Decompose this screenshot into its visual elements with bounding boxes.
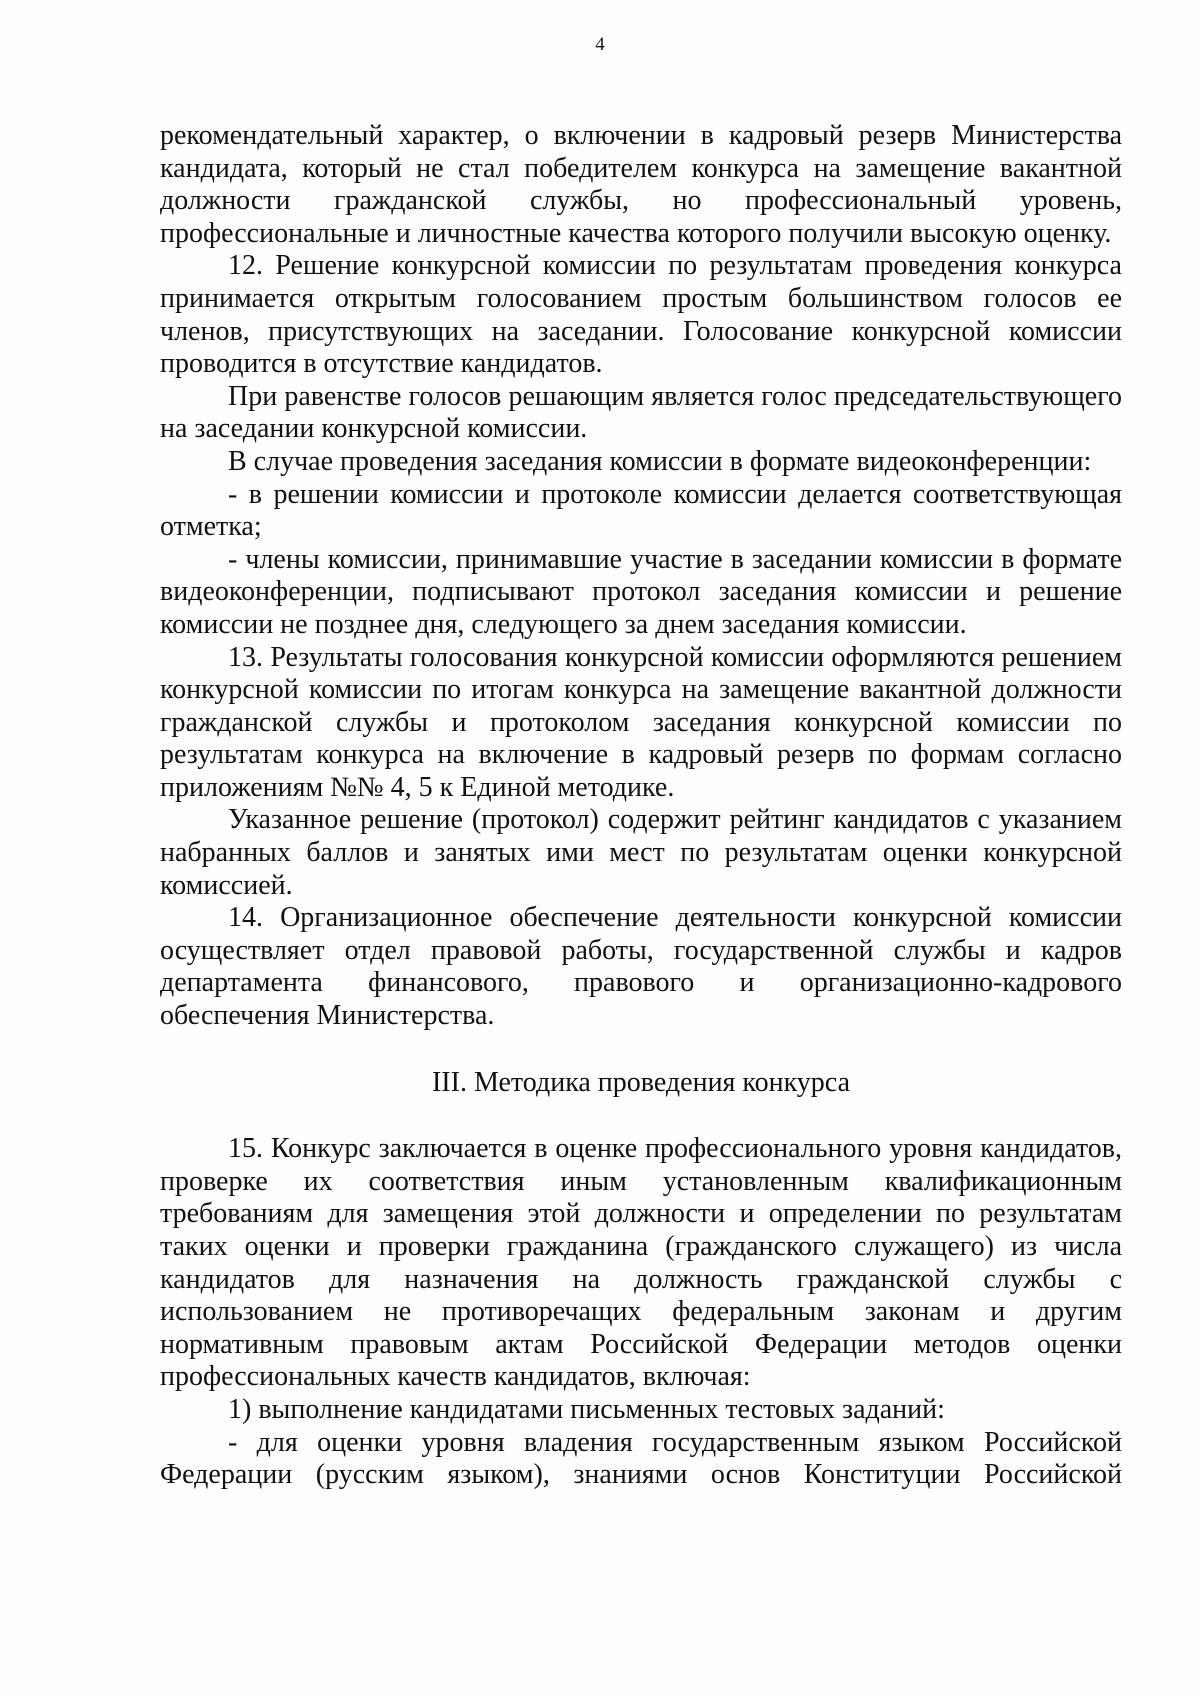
paragraph-15: 15. Конкурс заключается в оценке профессионального уровня кандидатов, проверке их соответствия иным установленным квалификационным требованиям для замещения этой должности и определении по результатам таких оценки и проверки гражданина (гражданского служащего) из числа кандидатов для назначения на должность гражданской службы с использованием не противоречащих федеральным законам и другим нормативным правовым актам Российской Федерации методов оценки профессиональных качеств кандидатов, включая: <box>160 1133 1122 1393</box>
document-body <box>160 120 1122 1492</box>
section-heading: III. Методика проведения конкурса <box>431 1066 851 1098</box>
paragraph-14: 14. Организационное обеспечение деятельности конкурсной комиссии осуществляет отдел правовой работы, государственной службы и кадров департамента финансового, правового и организационно-кадрового обеспечения Министерства. <box>160 902 1122 1032</box>
paragraph-videoconference: В случае проведения заседания комиссии в формате видеоконференции: <box>228 445 1092 477</box>
paragraph-tie-vote: При равенстве голосов решающим является голос председательствующего на заседании конкурсной комиссии. <box>160 380 1122 445</box>
paragraph-continuation: рекомендательный характер, о включении в кадровый резерв Министерства кандидата, который не стал победителем конкурса на замещение вакантной должности гражданской службы, но профессиональный уровень, профессиональные и личностные качества которого получили высокую оценку. <box>160 120 1122 249</box>
page-number: 4 <box>595 34 605 55</box>
list-item-tests: 1) выполнение кандидатами письменных тестовых заданий: <box>228 1393 945 1425</box>
paragraph-rating: Указанное решение (протокол) содержит рейтинг кандидатов с указанием набранных баллов и занятых ими мест по результатам оценки конкурсной комиссией. <box>160 804 1122 901</box>
list-item-sign: - члены комиссии, принимавшие участие в заседании комиссии в формате видеоконференции, подписывают протокол заседания комиссии и решение комиссии не позднее дня, следующего за днем заседания комиссии. <box>160 543 1122 640</box>
list-item-mark: - в решении комиссии и протоколе комиссии делается соответствующая отметка; <box>160 478 1122 543</box>
paragraph-13: 13. Результаты голосования конкурсной комиссии оформляются решением конкурсной комиссии по итогам конкурса на замещение вакантной должности гражданской службы и протоколом заседания конкурсной комиссии по результатам конкурса на включение в кадровый резерв по формам согласно приложениям №№ 4, 5 к Единой методике. <box>160 641 1122 803</box>
list-item-language: - для оценки уровня владения государственным языком Российской Федерации (русским языком), знаниями основ Конституции Российской <box>160 1426 1122 1491</box>
paragraph-12: 12. Решение конкурсной комиссии по результатам проведения конкурса принимается открытым голосованием простым большинством голосов ее членов, присутствующих на заседании. Голосование конкурсной комиссии проводится в отсутствие кандидатов. <box>160 250 1122 380</box>
